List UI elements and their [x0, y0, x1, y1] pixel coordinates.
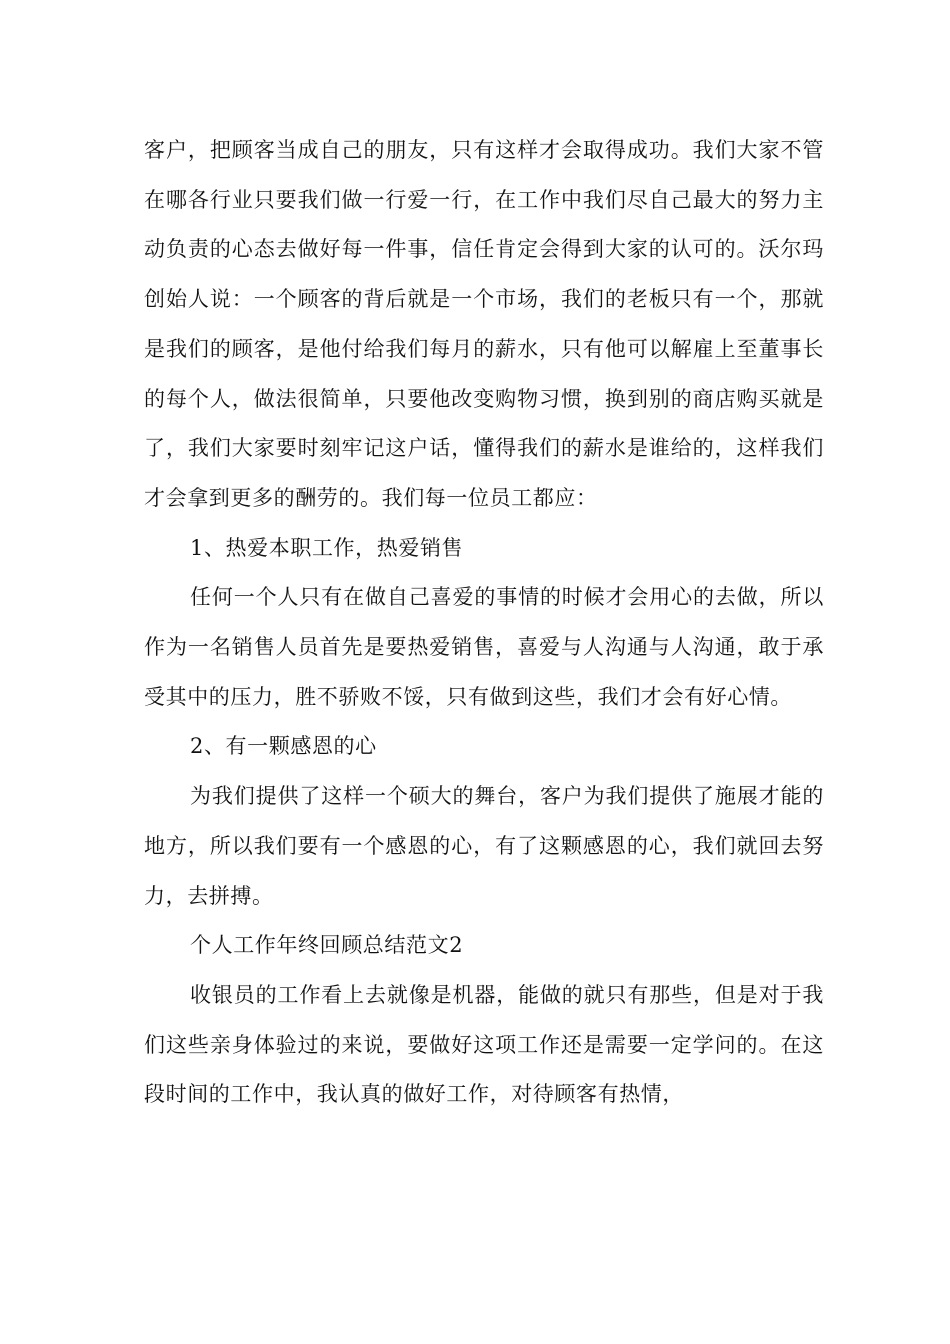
- section-title: 个人工作年终回顾总结范文2: [190, 933, 464, 958]
- paragraph-section-body: 收银员的工作看上去就像是机器，能做的就只有那些，但是对于我们这些亲身体验过的来说，要做好这项工作还是需要一定学问的。在这段时间的工作中，我认真的做好工作，对待顾客有热情，: [144, 982, 824, 1107]
- heading-item-2: 2、有一颗感恩的心: [190, 734, 377, 759]
- paragraph-intro: 客户，把顾客当成自己的朋友，只有这样才会取得成功。我们大家不管在哪各行业只要我们做一行爱一行，在工作中我们尽自己最大的努力主动负责的心态去做好每一件事，信任肯定会得到大家的认可的。沃尔玛创始人说：一个顾客的背后就是一个市场，我们的老板只有一个，那就是我们的顾客，是他付给我们每月的薪水，只有他可以解雇上至董事长的每个人，做法很简单，只要他改变购物习惯，换到别的商店购买就是了，我们大家要时刻牢记这户话，懂得我们的薪水是谁给的，这样我们才会拿到更多的酬劳的。我们每一位员工都应：: [144, 138, 824, 510]
- paragraph-item-1: 任何一个人只有在做自己喜爱的事情的时候才会用心的去做，所以作为一名销售人员首先是要热爱销售，喜爱与人沟通与人沟通，敢于承受其中的压力，胜不骄败不馁，只有做到这些，我们才会有好心情。: [144, 585, 824, 709]
- document-page: [144, 126, 824, 1120]
- heading-item-1: 1、热爱本职工作，热爱销售: [190, 535, 464, 560]
- paragraph-item-2: 为我们提供了这样一个硕大的舞台，客户为我们提供了施展才能的地方，所以我们要有一个感恩的心，有了这颗感恩的心，我们就回去努力，去拼搏。: [144, 784, 824, 908]
